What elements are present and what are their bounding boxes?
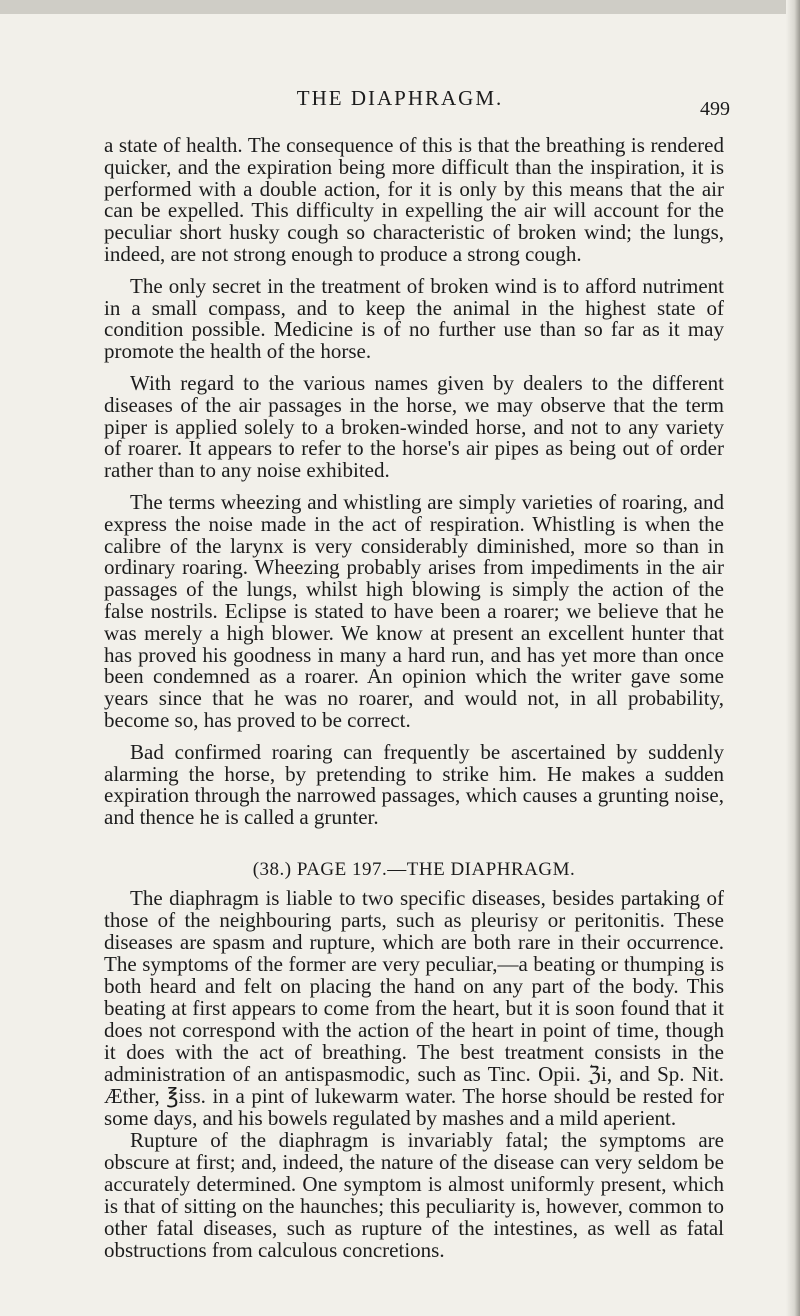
page-body (104, 135, 724, 1261)
section-heading: (38.) PAGE 197.—THE DIAPHRAGM. (252, 858, 576, 880)
paragraph-broken-wind-cough: a state of health. The consequence of this is that the breathing is rendered quicker, and the expiration being more difficult than the inspiration, it is performed with a double action, for it is only by this means that the air can be expelled. This difficulty in expelling the air will account for the peculiar short husky cough so characteristic of broken wind; the lungs, indeed, are not strong enough to produce a strong cough. (104, 133, 724, 266)
page-top-edge (0, 0, 800, 14)
paragraph-wheezing-whistling: The terms wheezing and whistling are simply varieties of roaring, and express the noise made in the act of respiration. Whistling is when the calibre of the larynx is very considerably diminished, more so than in ordinary roaring. Wheezing probably arises from impediments in the air passages of the lungs, whilst high blowing is simply the action of the false nostrils. Eclipse is stated to have been a roarer; we believe that he was merely a high blower. We know at present an excellent hunter that has proved his goodness in many a hard run, and has yet more than once been condemned as a roarer. An opinion which the writer gave some years since that he was no roarer, and would not, in all probability, become so, has proved to be correct. (104, 489, 724, 732)
section-body (104, 887, 724, 1261)
running-head: THE DIAPHRAGM. (296, 86, 504, 110)
paragraph-diaphragm-spasm: The diaphragm is liable to two specific diseases, besides partaking of those of the neighbouring parts, such as pleurisy or peritonitis. These diseases are spasm and rupture, which are both rare in their occurrence. The symptoms of the former are very peculiar,—a beating or thumping is both heard and felt on placing the hand on any part of the body. This beating at first appears to come from the heart, but it is soon found that it does not correspond with the action of the heart in point of time, though it does with the act of breathing. The best treatment consists in the administration of an antispasmodic, such as Tinc. Opii. ℨi, and Sp. Nit. Æther, ℥iss. in a pint of lukewarm water. The horse should be rested for some days, and his bowels regulated by mashes and a mild aperient. (104, 885, 724, 1130)
paragraph-diaphragm-rupture: Rupture of the diaphragm is invariably fatal; the symptoms are obscure at first; and, indeed, the nature of the disease can very seldom be accurately determined. One symptom is almost uniformly present, which is that of sitting on the haunches; this peculiarity is, however, common to other fatal diseases, such as rupture of the intestines, as well as fatal obstructions from calculous concretions. (104, 1127, 724, 1262)
paragraph-grunter: Bad confirmed roaring can frequently be ascertained by suddenly alarming the horse, by pretending to strike him. He makes a sudden expiration through the narrowed passages, which causes a grunting noise, and thence he is called a grunter. (104, 739, 724, 830)
page-number: 499 (700, 98, 730, 120)
page-right-edge (786, 0, 800, 1316)
paragraph-dealer-names: With regard to the various names given by dealers to the different diseases of the air passages in the horse, we may observe that the term piper is applied solely to a broken-winded horse, and not to any variety of roarer. It appears to refer to the horse's air pipes as being out of order rather than to any noise exhibited. (104, 370, 724, 483)
paragraph-treatment: The only secret in the treatment of broken wind is to afford nutriment in a small compass, and to keep the animal in the highest state of condition possible. Medicine is of no further use than so far as it may promote the health of the horse. (104, 273, 724, 364)
